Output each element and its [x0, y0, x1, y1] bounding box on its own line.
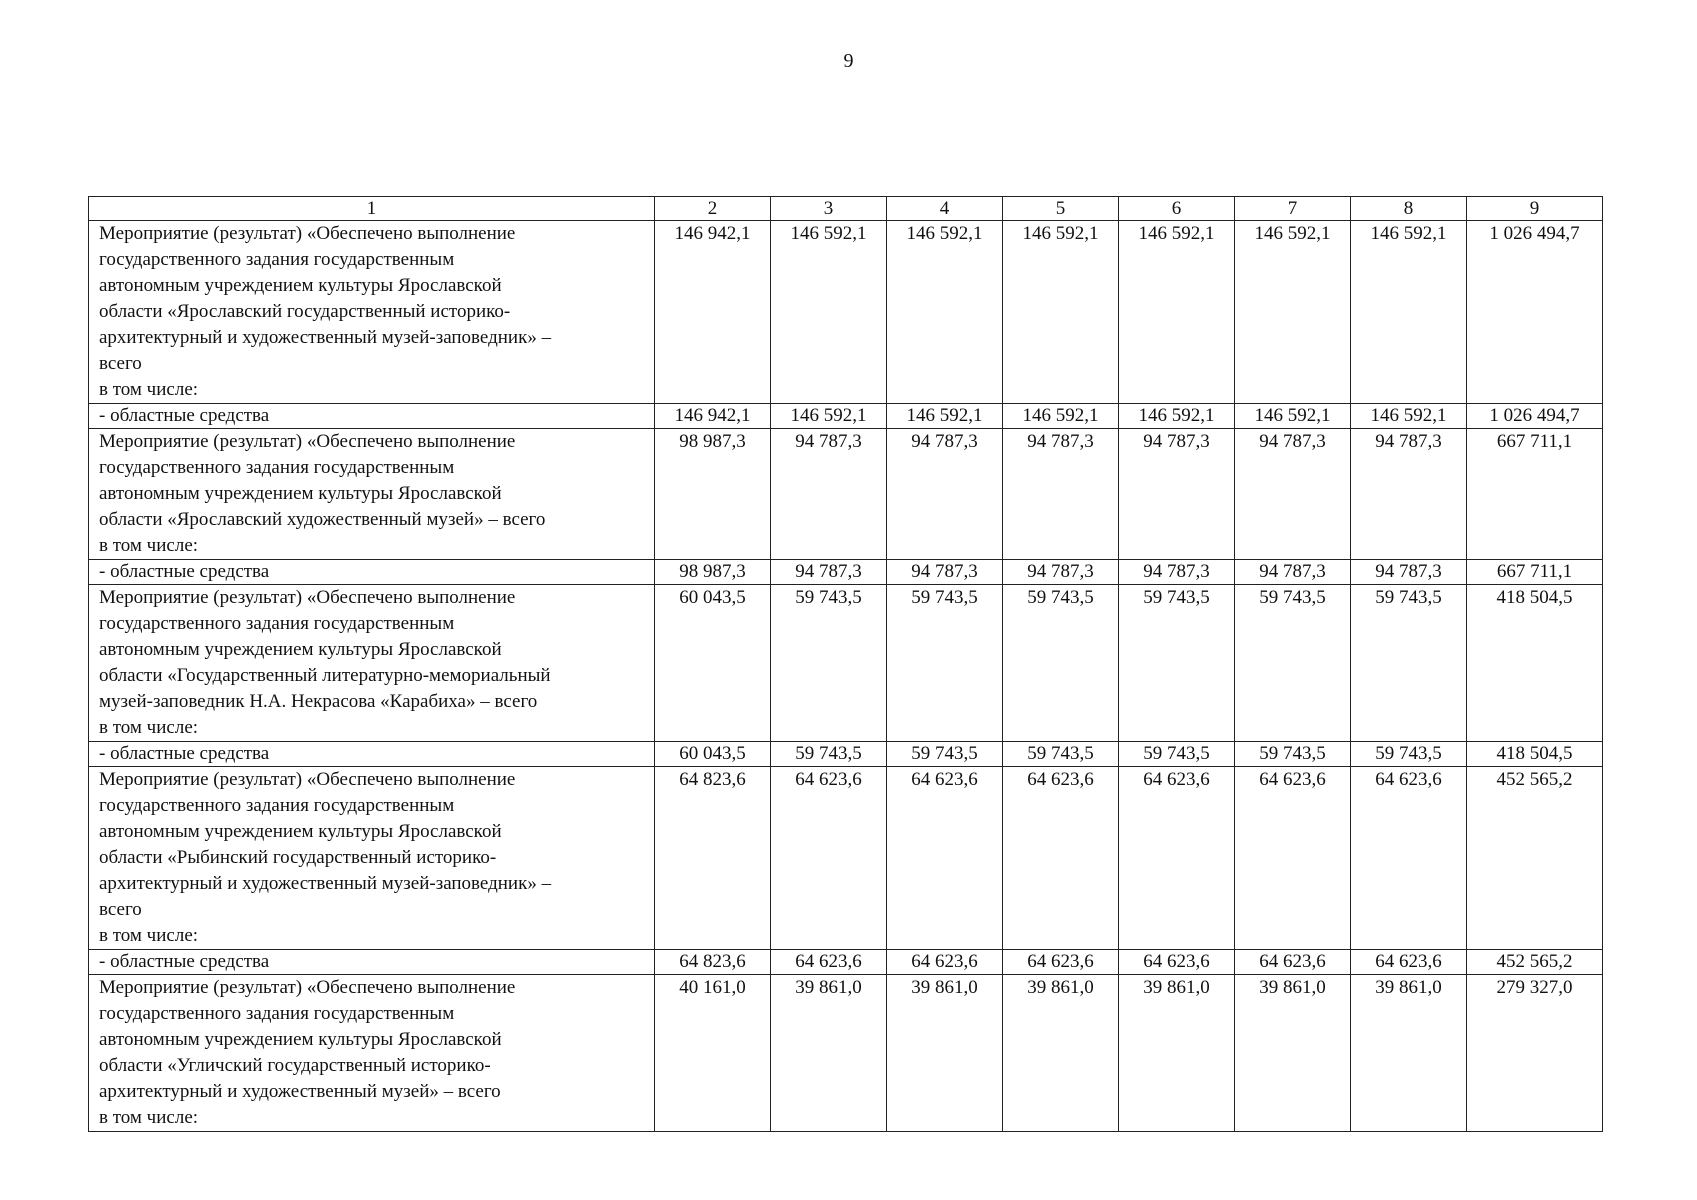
description-line: архитектурный и художественный музей» – всего [99, 1081, 501, 1102]
value-cell: 59 743,5 [887, 742, 1003, 767]
row-description [89, 404, 655, 429]
table-body [89, 221, 1603, 1132]
value-cell: 146 592,1 [1235, 404, 1351, 429]
value-cell: 64 623,6 [887, 950, 1003, 975]
value-cell: 94 787,3 [887, 429, 1003, 560]
value-cell: 59 743,5 [1119, 585, 1235, 742]
column-header: 6 [1119, 197, 1235, 221]
description-line: в том числе: [99, 717, 199, 738]
table-row-event [89, 975, 1603, 1132]
description-line: государственного задания государственным [99, 1003, 455, 1024]
description-line: области «Угличский государственный историко- [99, 1055, 491, 1076]
value-cell: 64 623,6 [1003, 767, 1119, 950]
description-line: Мероприятие (результат) «Обеспечено выполнение [99, 587, 516, 608]
value-cell: 98 987,3 [655, 560, 771, 585]
value-cell: 146 592,1 [771, 404, 887, 429]
description-line: государственного задания государственным [99, 795, 455, 816]
value-cell: 1 026 494,7 [1467, 221, 1603, 404]
value-cell: 60 043,5 [655, 742, 771, 767]
value-cell: 98 987,3 [655, 429, 771, 560]
value-cell: 94 787,3 [1351, 429, 1467, 560]
column-header: 1 [89, 197, 655, 221]
value-cell: 94 787,3 [1003, 560, 1119, 585]
description-line: - областные средства [99, 951, 270, 972]
value-cell: 64 623,6 [1235, 950, 1351, 975]
value-cell: 279 327,0 [1467, 975, 1603, 1132]
value-cell: 146 592,1 [1351, 404, 1467, 429]
value-cell: 39 861,0 [1351, 975, 1467, 1132]
row-description [89, 560, 655, 585]
value-cell: 146 592,1 [1003, 221, 1119, 404]
value-cell: 64 623,6 [1351, 767, 1467, 950]
row-description [89, 585, 655, 742]
description-line: в том числе: [99, 535, 199, 556]
value-cell: 59 743,5 [1235, 585, 1351, 742]
description-line: - областные средства [99, 561, 270, 582]
table-header-row [89, 197, 1603, 221]
description-line: музей-заповедник Н.А. Некрасова «Карабиха» – всего [99, 691, 538, 712]
description-line: - областные средства [99, 743, 270, 764]
table-subrow-regional-funds [89, 742, 1603, 767]
column-header: 2 [655, 197, 771, 221]
description-line: автономным учреждением культуры Ярославской [99, 1029, 502, 1050]
description-line: Мероприятие (результат) «Обеспечено выполнение [99, 431, 516, 452]
value-cell: 94 787,3 [771, 429, 887, 560]
row-description [89, 742, 655, 767]
description-line: области «Государственный литературно-мемориальный [99, 665, 551, 686]
value-cell: 146 592,1 [887, 404, 1003, 429]
value-cell: 64 623,6 [771, 767, 887, 950]
table-row-event [89, 767, 1603, 950]
value-cell: 146 592,1 [1119, 404, 1235, 429]
value-cell: 59 743,5 [1003, 585, 1119, 742]
description-line: государственного задания государственным [99, 457, 455, 478]
description-line: области «Ярославский государственный историко- [99, 301, 511, 322]
value-cell: 146 942,1 [655, 221, 771, 404]
column-header: 7 [1235, 197, 1351, 221]
description-line: - областные средства [99, 405, 270, 426]
value-cell: 452 565,2 [1467, 767, 1603, 950]
table-subrow-regional-funds [89, 950, 1603, 975]
column-header: 8 [1351, 197, 1467, 221]
value-cell: 64 823,6 [655, 950, 771, 975]
value-cell: 418 504,5 [1467, 585, 1603, 742]
table-row-event [89, 221, 1603, 404]
value-cell: 94 787,3 [1119, 429, 1235, 560]
value-cell: 146 592,1 [1235, 221, 1351, 404]
value-cell: 59 743,5 [887, 585, 1003, 742]
value-cell: 59 743,5 [1119, 742, 1235, 767]
value-cell: 94 787,3 [1235, 560, 1351, 585]
value-cell: 59 743,5 [771, 742, 887, 767]
description-line: области «Рыбинский государственный историко- [99, 847, 497, 868]
value-cell: 39 861,0 [1235, 975, 1351, 1132]
value-cell: 39 861,0 [1003, 975, 1119, 1132]
description-line: в том числе: [99, 379, 199, 400]
description-line: в том числе: [99, 1107, 199, 1128]
value-cell: 1 026 494,7 [1467, 404, 1603, 429]
row-description [89, 221, 655, 404]
value-cell: 60 043,5 [655, 585, 771, 742]
value-cell: 64 623,6 [1003, 950, 1119, 975]
value-cell: 59 743,5 [1351, 585, 1467, 742]
value-cell: 64 623,6 [771, 950, 887, 975]
value-cell: 40 161,0 [655, 975, 771, 1132]
value-cell: 64 623,6 [1235, 767, 1351, 950]
description-line: архитектурный и художественный музей-заповедник» – [99, 873, 552, 894]
value-cell: 64 623,6 [1351, 950, 1467, 975]
table-subrow-regional-funds [89, 404, 1603, 429]
row-description [89, 950, 655, 975]
value-cell: 39 861,0 [1119, 975, 1235, 1132]
value-cell: 59 743,5 [1351, 742, 1467, 767]
description-line: архитектурный и художественный музей-заповедник» – [99, 327, 552, 348]
value-cell: 94 787,3 [887, 560, 1003, 585]
value-cell: 94 787,3 [1119, 560, 1235, 585]
value-cell: 146 592,1 [1351, 221, 1467, 404]
page-number: 9 [843, 50, 854, 72]
description-line: автономным учреждением культуры Ярославской [99, 821, 502, 842]
table-subrow-regional-funds [89, 560, 1603, 585]
value-cell: 667 711,1 [1467, 429, 1603, 560]
value-cell: 146 592,1 [771, 221, 887, 404]
description-line: Мероприятие (результат) «Обеспечено выполнение [99, 223, 516, 244]
description-line: Мероприятие (результат) «Обеспечено выполнение [99, 769, 516, 790]
table-row-event [89, 429, 1603, 560]
column-header: 9 [1467, 197, 1603, 221]
description-line: автономным учреждением культуры Ярославской [99, 275, 502, 296]
description-line: всего [99, 899, 142, 920]
row-description [89, 767, 655, 950]
value-cell: 452 565,2 [1467, 950, 1603, 975]
value-cell: 64 623,6 [887, 767, 1003, 950]
value-cell: 64 823,6 [655, 767, 771, 950]
row-description [89, 975, 655, 1132]
description-line: автономным учреждением культуры Ярославской [99, 483, 502, 504]
value-cell: 94 787,3 [1351, 560, 1467, 585]
value-cell: 667 711,1 [1467, 560, 1603, 585]
value-cell: 64 623,6 [1119, 767, 1235, 950]
value-cell: 418 504,5 [1467, 742, 1603, 767]
value-cell: 94 787,3 [1235, 429, 1351, 560]
value-cell: 39 861,0 [771, 975, 887, 1132]
value-cell: 146 592,1 [1003, 404, 1119, 429]
description-line: государственного задания государственным [99, 613, 455, 634]
column-header: 5 [1003, 197, 1119, 221]
row-description [89, 429, 655, 560]
value-cell: 146 592,1 [887, 221, 1003, 404]
value-cell: 146 942,1 [655, 404, 771, 429]
column-header: 3 [771, 197, 887, 221]
table-row-event [89, 585, 1603, 742]
value-cell: 59 743,5 [771, 585, 887, 742]
value-cell: 59 743,5 [1235, 742, 1351, 767]
value-cell: 59 743,5 [1003, 742, 1119, 767]
value-cell: 94 787,3 [1003, 429, 1119, 560]
description-line: в том числе: [99, 925, 199, 946]
description-line: государственного задания государственным [99, 249, 455, 270]
column-header: 4 [887, 197, 1003, 221]
value-cell: 146 592,1 [1119, 221, 1235, 404]
value-cell: 39 861,0 [887, 975, 1003, 1132]
description-line: области «Ярославский художественный музей» – всего [99, 509, 546, 530]
description-line: Мероприятие (результат) «Обеспечено выполнение [99, 977, 516, 998]
description-line: автономным учреждением культуры Ярославской [99, 639, 502, 660]
value-cell: 64 623,6 [1119, 950, 1235, 975]
budget-table [88, 196, 1603, 1132]
description-line: всего [99, 353, 142, 374]
value-cell: 94 787,3 [771, 560, 887, 585]
